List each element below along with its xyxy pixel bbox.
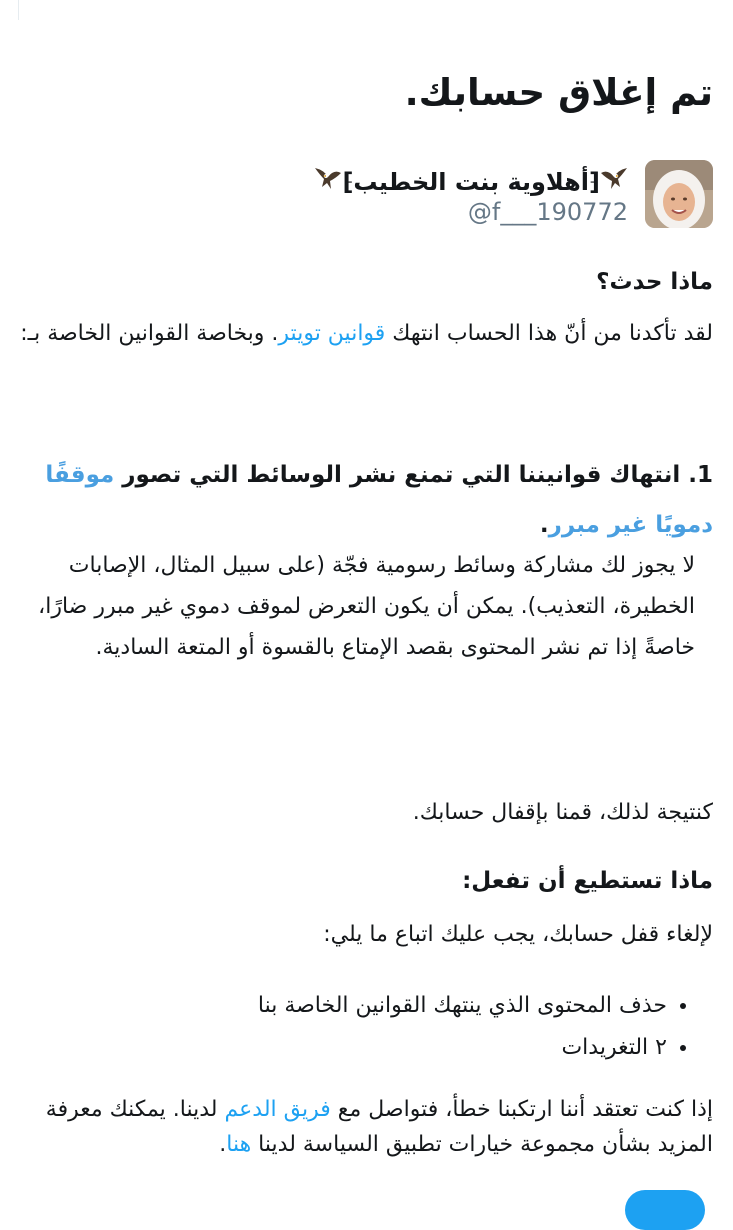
page-title: تم إغلاق حسابك. bbox=[404, 71, 713, 114]
eagle-icon bbox=[600, 167, 628, 199]
eagle-icon bbox=[314, 167, 342, 199]
gratuitous-gore-link[interactable]: موقفًا دمويًا غير مبرر bbox=[45, 462, 713, 538]
support-text: إذا كنت تعتقد أننا ارتكبنا خطأ، فتواصل مع فريق الدعم لدينا. يمكنك معرفة المزيد بشأن مجموعة خيارات تطبيق السياسة لدينا هنا. bbox=[45, 1097, 713, 1157]
account-header bbox=[33, 160, 713, 232]
support-team-link[interactable]: فريق الدعم bbox=[224, 1097, 331, 1122]
required-actions-list bbox=[258, 985, 693, 1069]
card-top-border bbox=[18, 0, 733, 20]
display-name[interactable]: ⁅أهلاوية بنت الخطيب⁆ bbox=[314, 166, 628, 199]
what-to-do-heading: ماذا تستطيع أن تفعل: bbox=[462, 868, 713, 894]
user-handle[interactable]: @f___190772 bbox=[467, 198, 628, 226]
what-happened-heading: ماذا حدث؟ bbox=[596, 269, 713, 295]
profile-photo bbox=[645, 160, 713, 228]
unlock-instructions: لإلغاء قفل حسابك، يجب عليك اتباع ما يلي: bbox=[323, 922, 713, 947]
list-item: • حذف المحتوى الذي ينتهك القوانين الخاصة بنا bbox=[258, 985, 667, 1027]
violation-intro: لقد تأكدنا من أنّ هذا الحساب انتهك قوانين تويتر. وبخاصة القوانين الخاصة بـ: bbox=[20, 321, 713, 346]
here-link[interactable]: هنا bbox=[226, 1132, 252, 1157]
result-text: كنتيجة لذلك، قمنا بإقفال حسابك. bbox=[412, 800, 713, 825]
rule-description: لا يجوز لك مشاركة وسائط رسومية فجّة (على سبيل المثال، الإصابات الخطيرة، التعذيب). يمكن أن يكون التعرض لموقف دموي غير مبرر ضارًا، خاصةً إذا تم نشر المحتوى بقصد الإمتاع بالقسوة أو المتعة السادية. bbox=[38, 553, 695, 660]
continue-button[interactable] bbox=[625, 1190, 705, 1230]
list-item: • ٢ التغريدات bbox=[258, 1027, 667, 1069]
rule-number: 1. bbox=[688, 462, 713, 488]
twitter-rules-link[interactable]: قوانين تويتر bbox=[278, 321, 386, 346]
avatar bbox=[645, 160, 713, 228]
rule-heading: 1. انتهاك قوانيننا التي تمنع نشر الوسائط التي تصور موقفًا دمويًا غير مبرر. bbox=[45, 462, 713, 538]
